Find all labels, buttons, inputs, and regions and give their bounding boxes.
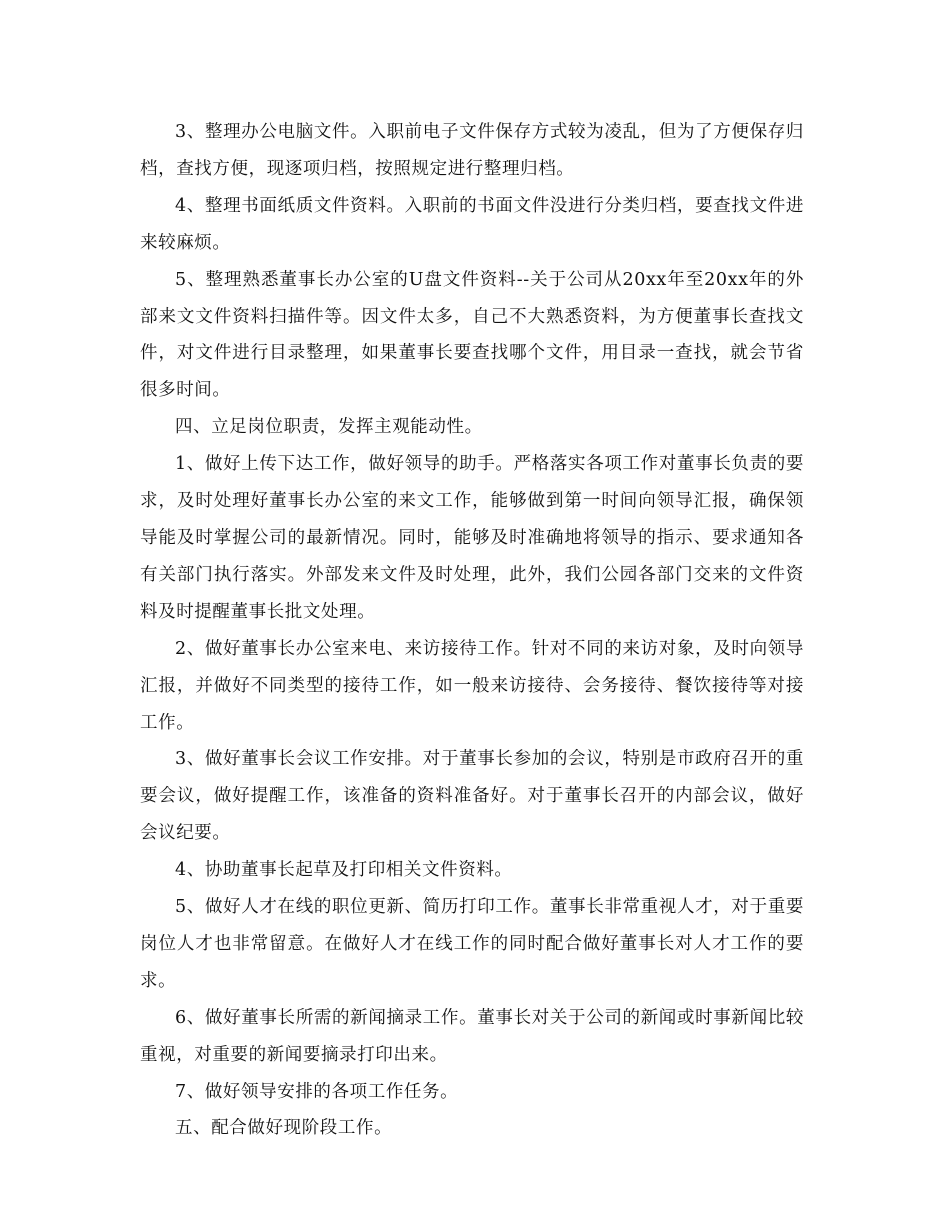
paragraph-item-1-communication: 1、做好上传下达工作，做好领导的助手。严格落实各项工作对董事长负责的要求，及时处理好董事长办公室的来文工作，能够做到第一时间向领导汇报，确保领导能及时掌握公司的最新情况。同时，能够及时准确地将领导的指示、要求通知各有关部门执行落实。外部发来文件及时处理，此外，我们公园各部门交来的文件资料及时提醒董事长批文处理。 [140, 454, 804, 622]
paragraph-item-5-talent: 5、做好人才在线的职位更新、简历打印工作。董事长非常重视人才，对于重要岗位人才也非常留意。在做好人才在线工作的同时配合做好董事长对人才工作的要求。 [140, 897, 804, 991]
paragraph-item-4-paper-files: 4、整理书面纸质文件资料。入职前的书面文件没进行分类归档，要查找文件进来较麻烦。 [140, 195, 804, 253]
section-heading-five: 五、配合做好现阶段工作。 [175, 1118, 393, 1139]
paragraph-item-4-drafting: 4、协助董事长起草及打印相关文件资料。 [175, 860, 513, 881]
section-heading-four: 四、立足岗位职责，发挥主观能动性。 [175, 417, 483, 438]
paragraph-item-3-meetings: 3、做好董事长会议工作安排。对于董事长参加的会议，特别是市政府召开的重要会议，做好提醒工作，该准备的资料准备好。对于董事长召开的内部会议，做好会议纪要。 [140, 749, 804, 844]
paragraph-item-7-tasks: 7、做好领导安排的各项工作任务。 [175, 1081, 459, 1102]
document-body [140, 114, 804, 1147]
paragraph-item-6-news: 6、做好董事长所需的新闻摘录工作。董事长对关于公司的新闻或时事新闻比较重视，对重要的新闻要摘录打印出来。 [140, 1007, 804, 1065]
paragraph-item-5-usb-files: 5、整理熟悉董事长办公室的U盘文件资料--关于公司从20xx年至20xx年的外部来文文件资料扫描件等。因文件太多，自己不大熟悉资料，为方便董事长查找文件，对文件进行目录整理，如果董事长要查找哪个文件，用目录一查找，就会节省很多时间。 [140, 269, 804, 401]
paragraph-item-2-reception: 2、做好董事长办公室来电、来访接待工作。针对不同的来访对象，及时向领导汇报，并做好不同类型的接待工作，如一般来访接待、会务接待、餐饮接待等对接工作。 [140, 638, 804, 733]
paragraph-item-3-file-archiving: 3、整理办公电脑文件。入职前电子文件保存方式较为凌乱，但为了方便保存归档，查找方便，现逐项归档，按照规定进行整理归档。 [140, 122, 804, 179]
